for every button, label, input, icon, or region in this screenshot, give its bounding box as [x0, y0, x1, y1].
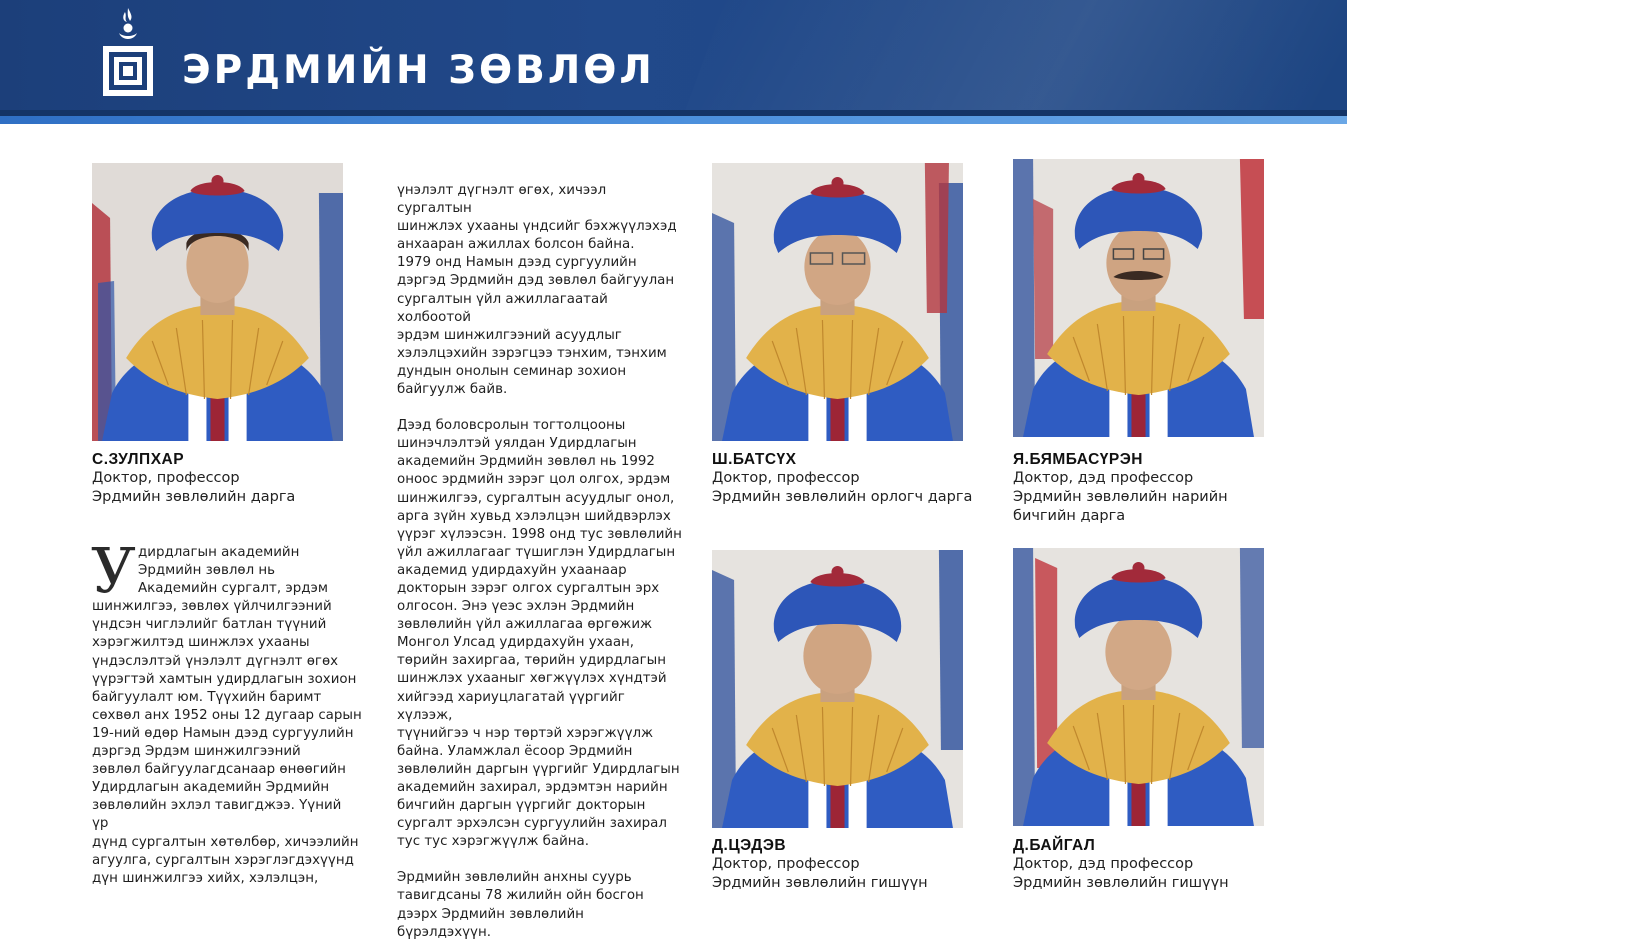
article-line: Удирдлагын академийн Эрдмийн	[92, 780, 330, 796]
article-paragraph: Эрдмийн зөвлөлийн анхны суурь тавигдсаны 78 жилийн ойн босгон дээрх Эрдмийн зөвлөлийн бүрэлдэхүүн.	[397, 870, 644, 940]
member-name: Ш.БАТСҮХ	[712, 451, 797, 468]
member-caption	[1013, 450, 1228, 526]
member-name: Д.БАЙГАЛ	[1013, 837, 1096, 854]
portrait-byambasuren	[1013, 159, 1264, 437]
soyombo-emblem-icon	[100, 6, 156, 96]
member-caption	[1013, 836, 1229, 893]
article-line: байгуулалт юм. Түүхийн баримт	[92, 689, 322, 705]
article-intro	[92, 544, 362, 888]
member-name: Я.БЯМБАСҮРЭН	[1013, 451, 1143, 468]
article-line: дэргэд Эрдэм шинжилгээний	[92, 744, 301, 760]
article-intro-text	[92, 544, 362, 888]
portrait-image	[1013, 548, 1264, 826]
portrait-image	[712, 163, 963, 441]
article-line: дүнд сургалтын хөтөлбөр, хичээлийн	[92, 834, 359, 850]
member-degree: Доктор, профессор	[712, 856, 860, 872]
member-role: Эрдмийн зөвлөлийн нарийн	[1013, 489, 1228, 505]
article-line: Академийн сургалт, эрдэм	[138, 581, 328, 597]
article-line: үндэслэлтэй үнэлэлт дүгнэлт өгөх	[92, 653, 339, 669]
article-line: дирдлагын академийн	[138, 545, 300, 560]
member-degree: Доктор, дэд профессор	[1013, 470, 1194, 486]
article-column-2	[397, 182, 682, 942]
portrait-image	[1013, 159, 1264, 437]
member-name: Д.ЦЭДЭВ	[712, 837, 787, 854]
member-role: Эрдмийн зөвлөлийн гишүүн	[712, 875, 928, 891]
member-role: Эрдмийн зөвлөлийн орлогч дарга	[712, 489, 973, 505]
article-line: 19-ний өдөр Намын дээд сургуулийн	[92, 725, 354, 741]
portrait-zulpkhar	[92, 163, 343, 441]
portrait-image	[92, 163, 343, 441]
article-line: үүрэгтэй хамтын удирдлагын зохион	[92, 671, 357, 687]
article-line: Эрдмийн зөвлөл нь	[138, 563, 276, 579]
member-name: С.ЗУЛПХАР	[92, 451, 185, 468]
portrait-image	[712, 550, 963, 828]
member-degree: Доктор, дэд профессор	[1013, 856, 1194, 872]
member-caption	[712, 450, 972, 507]
article-paragraph: үнэлэлт дүгнэлт өгөх, хичээл сургалтын шинжлэх ухааны үндсийг бэхжүүлэхэд анхааран ажиллах болсон байна. 1979 онд Намын дээд сургуулийн дэргэд Эрдмийн дэд зөвлөл байгуулан сургалтын үйл ажиллагаатай холбоотой эрдэм шинжилгээний асуудлыг хэлэлцэхийн зэрэгцээ тэнхим, тэнхим дундын онолын семинар зохион байгуулж байв.	[397, 183, 677, 398]
article-line: зөвлөлийн эхлэл тавигджээ. Үүний үр	[92, 798, 342, 832]
portrait-baigal	[1013, 548, 1264, 826]
portrait-tsedev	[712, 550, 963, 828]
article-line: зөвлөл байгуулагдсанаар өнөөгийн	[92, 762, 346, 778]
member-caption	[712, 836, 928, 893]
member-role-cont: бичгийн дарга	[1013, 508, 1126, 524]
member-role: Эрдмийн зөвлөлийн дарга	[92, 489, 296, 505]
drop-cap: У	[91, 534, 136, 607]
article-line: үндсэн чиглэлийг батлан түүний	[92, 617, 327, 633]
portrait-batsukh	[712, 163, 963, 441]
article-column-1	[92, 544, 362, 888]
article-paragraph: Дээд боловсролын тогтолцооны шинэчлэлтэй уялдан Удирдлагын академийн Эрдмийн зөвлөл нь 1992 оноос эрдмийн зэрэг цол олгох, эрдэм шинжилгээ, сургалтын асуудлыг онол, арга зүйн хувьд хэлэлцэн шийдвэрлэх үүрэг хүлээсэн. 1998 онд тус зөвлөлийн үйл ажиллагааг түшиглэн Удирдлагын академид удирдахуйн ухаанаар докторын зэрэг олгох сургалтын эрх олгосон. Энэ үеэс эхлэн Эрдмийн зөвлөлийн үйл ажиллагаа өргөжиж Монгол Улсад удирдахуйн ухаан, төрийн захиргаа, төрийн удирдлагын шинжлэх ухааныг хөгжүүлэх хүндтэй хийгээд хариуцлагатай үүргийг хүлээж, түүнийгээ ч нэр төртэй хэрэгжүүлж байна. Уламжлал ёсоор Эрдмийн зөвлөлийн даргын үүргийг Удирдлагын академийн захирал, эрдэмтэн нарийн бичгийн даргын үүргийг докторын сургалт эрхэлсэн сургуулийн захирал тус тус хэрэгжүүлж байна.	[397, 418, 682, 850]
header-sheen	[660, 0, 1640, 180]
article-line: сөхвөл анх 1952 оны 12 дугаар сарын	[92, 707, 362, 723]
member-caption	[92, 450, 295, 507]
header-rule-light	[0, 116, 1347, 124]
article-line: дүн шинжилгээ хийх, хэлэлцэн,	[92, 870, 319, 886]
article-line: шинжилгээ, зөвлөх үйлчилгээний	[92, 599, 332, 615]
member-degree: Доктор, профессор	[712, 470, 860, 486]
header-band	[0, 0, 1347, 124]
article-line: хэрэгжилтэд шинжлэх ухааны	[92, 635, 310, 651]
page-title: ЭРДМИЙН ЗӨВЛӨЛ	[182, 48, 655, 93]
member-role: Эрдмийн зөвлөлийн гишүүн	[1013, 875, 1229, 891]
member-degree: Доктор, профессор	[92, 470, 240, 486]
article-line: агуулга, сургалтын хэрэглэгдэхүүнд	[92, 852, 354, 868]
